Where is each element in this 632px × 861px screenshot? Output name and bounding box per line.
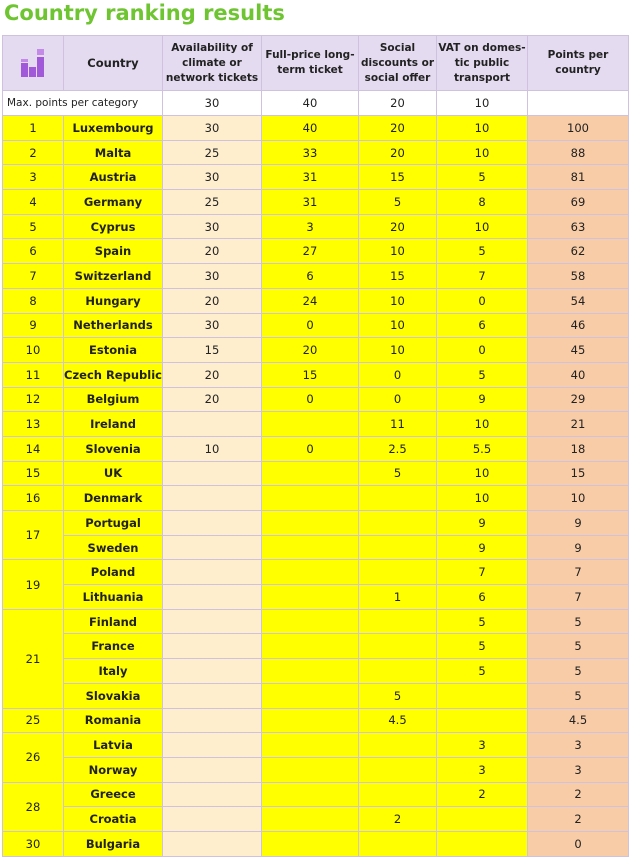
rank-cell: 8 [3,288,64,313]
points-cell: 3 [528,757,629,782]
rank-cell: 30 [3,831,64,856]
full-price-cell: 3 [262,214,359,239]
full-price-cell: 20 [262,338,359,363]
social-cell: 5 [359,683,437,708]
availability-cell: 25 [163,190,262,215]
country-cell: Hungary [64,288,163,313]
points-cell: 54 [528,288,629,313]
availability-cell: 30 [163,214,262,239]
availability-cell: 10 [163,436,262,461]
social-cell: 10 [359,239,437,264]
full-price-cell [262,535,359,560]
social-cell: 10 [359,313,437,338]
vat-cell: 10 [437,116,528,141]
full-price-cell [262,511,359,536]
table-row [3,264,629,289]
country-cell: Finland [64,609,163,634]
rank-cell: 2 [3,140,64,165]
header-vat: VAT on domes-tic public transport [437,36,528,91]
full-price-cell: 6 [262,264,359,289]
social-cell [359,782,437,807]
rank-cell: 14 [3,436,64,461]
max-social: 20 [359,91,437,116]
social-cell: 0 [359,362,437,387]
vat-cell [437,708,528,733]
country-cell: Latvia [64,733,163,758]
full-price-cell: 0 [262,436,359,461]
vat-cell: 5.5 [437,436,528,461]
availability-cell [163,486,262,511]
rank-cell: 10 [3,338,64,363]
country-cell: Denmark [64,486,163,511]
social-cell: 10 [359,338,437,363]
table-row [3,659,629,684]
rank-cell: 19 [3,560,64,609]
table-row [3,609,629,634]
availability-cell [163,831,262,856]
social-cell [359,831,437,856]
table-row [3,214,629,239]
table-row [3,338,629,363]
vat-cell: 10 [437,214,528,239]
table-row [3,560,629,585]
country-cell: Ireland [64,412,163,437]
social-cell: 11 [359,412,437,437]
rank-cell: 4 [3,190,64,215]
vat-cell: 5 [437,609,528,634]
rank-cell: 15 [3,461,64,486]
table-row [3,757,629,782]
availability-cell [163,683,262,708]
country-cell: Malta [64,140,163,165]
availability-cell [163,757,262,782]
header-logo-cell [3,36,64,91]
table-row [3,165,629,190]
table-row [3,140,629,165]
vat-cell: 9 [437,511,528,536]
rank-cell: 25 [3,708,64,733]
rank-cell: 7 [3,264,64,289]
vat-cell: 0 [437,338,528,363]
vat-cell [437,831,528,856]
availability-cell: 15 [163,338,262,363]
points-cell: 100 [528,116,629,141]
table-row [3,116,629,141]
rank-cell: 28 [3,782,64,831]
social-cell: 1 [359,585,437,610]
full-price-cell: 27 [262,239,359,264]
vat-cell: 6 [437,313,528,338]
points-cell: 46 [528,313,629,338]
vat-cell: 10 [437,461,528,486]
full-price-cell [262,683,359,708]
social-cell [359,609,437,634]
table-header-row [3,36,629,91]
points-cell: 9 [528,511,629,536]
max-vat: 10 [437,91,528,116]
rank-cell: 16 [3,486,64,511]
full-price-cell [262,782,359,807]
vat-cell: 0 [437,288,528,313]
max-points-row [3,91,629,116]
availability-cell: 20 [163,239,262,264]
country-cell: Slovakia [64,683,163,708]
country-cell: Belgium [64,387,163,412]
table-row [3,807,629,832]
availability-cell [163,560,262,585]
vat-cell: 5 [437,634,528,659]
max-points-label: Max. points per category [3,91,163,116]
table-row [3,585,629,610]
availability-cell [163,585,262,610]
vat-cell: 5 [437,165,528,190]
table-row [3,535,629,560]
social-cell [359,535,437,560]
rank-cell: 6 [3,239,64,264]
points-cell: 63 [528,214,629,239]
social-cell: 5 [359,461,437,486]
points-cell: 3 [528,733,629,758]
table-row [3,436,629,461]
rank-cell: 17 [3,511,64,560]
country-cell: Portugal [64,511,163,536]
table-row [3,288,629,313]
availability-cell [163,511,262,536]
vat-cell: 8 [437,190,528,215]
country-cell: Slovenia [64,436,163,461]
country-cell: Czech Republic [64,362,163,387]
social-cell [359,511,437,536]
points-cell: 21 [528,412,629,437]
country-cell: Italy [64,659,163,684]
full-price-cell: 0 [262,387,359,412]
country-cell: Poland [64,560,163,585]
full-price-cell: 31 [262,190,359,215]
availability-cell [163,634,262,659]
rank-cell: 11 [3,362,64,387]
social-cell: 20 [359,214,437,239]
country-cell: Germany [64,190,163,215]
rank-cell: 5 [3,214,64,239]
points-cell: 5 [528,634,629,659]
page-title: Country ranking results [4,1,285,25]
social-cell: 20 [359,140,437,165]
header-social: Social discounts or social offer [359,36,437,91]
full-price-cell [262,412,359,437]
table-row [3,461,629,486]
max-full-price: 40 [262,91,359,116]
social-cell: 15 [359,264,437,289]
availability-cell [163,733,262,758]
country-cell: Romania [64,708,163,733]
vat-cell: 3 [437,733,528,758]
availability-cell [163,807,262,832]
rank-cell: 12 [3,387,64,412]
full-price-cell [262,708,359,733]
table-row [3,486,629,511]
full-price-cell [262,831,359,856]
availability-cell [163,609,262,634]
social-cell [359,486,437,511]
availability-cell [163,659,262,684]
points-cell: 88 [528,140,629,165]
availability-cell: 25 [163,140,262,165]
full-price-cell: 15 [262,362,359,387]
points-cell: 7 [528,585,629,610]
vat-cell: 9 [437,535,528,560]
table-row [3,387,629,412]
country-cell: Netherlands [64,313,163,338]
table-row [3,683,629,708]
vat-cell: 3 [437,757,528,782]
points-cell: 62 [528,239,629,264]
table-row [3,511,629,536]
social-cell: 5 [359,190,437,215]
country-cell: Cyprus [64,214,163,239]
country-cell: Lithuania [64,585,163,610]
full-price-cell: 33 [262,140,359,165]
full-price-cell [262,609,359,634]
country-cell: Austria [64,165,163,190]
points-cell: 29 [528,387,629,412]
table-row [3,313,629,338]
social-cell: 15 [359,165,437,190]
vat-cell: 10 [437,486,528,511]
rank-cell: 13 [3,412,64,437]
vat-cell [437,683,528,708]
rank-cell: 21 [3,609,64,708]
points-cell: 18 [528,436,629,461]
ranking-table [2,35,629,857]
full-price-cell [262,634,359,659]
table-row [3,708,629,733]
availability-cell: 30 [163,264,262,289]
rank-cell: 3 [3,165,64,190]
vat-cell: 10 [437,140,528,165]
country-cell: Sweden [64,535,163,560]
social-cell: 2 [359,807,437,832]
points-cell: 5 [528,609,629,634]
availability-cell [163,412,262,437]
table-row [3,190,629,215]
country-cell: Switzerland [64,264,163,289]
vat-cell: 5 [437,362,528,387]
social-cell [359,659,437,684]
vat-cell: 7 [437,560,528,585]
vat-cell: 10 [437,412,528,437]
points-cell: 81 [528,165,629,190]
country-cell: Croatia [64,807,163,832]
full-price-cell: 31 [262,165,359,190]
max-availability: 30 [163,91,262,116]
full-price-cell: 40 [262,116,359,141]
full-price-cell [262,461,359,486]
social-cell: 10 [359,288,437,313]
points-cell: 40 [528,362,629,387]
social-cell [359,757,437,782]
social-cell [359,560,437,585]
country-cell: Estonia [64,338,163,363]
points-cell: 5 [528,659,629,684]
country-cell: Bulgaria [64,831,163,856]
country-cell: Norway [64,757,163,782]
country-cell: Spain [64,239,163,264]
full-price-cell [262,560,359,585]
full-price-cell [262,807,359,832]
points-cell: 15 [528,461,629,486]
full-price-cell [262,659,359,684]
vat-cell: 2 [437,782,528,807]
table-row [3,831,629,856]
availability-cell: 30 [163,165,262,190]
rank-cell: 26 [3,733,64,782]
availability-cell: 20 [163,288,262,313]
availability-cell [163,461,262,486]
table-row [3,733,629,758]
table-row [3,634,629,659]
country-cell: UK [64,461,163,486]
points-cell: 10 [528,486,629,511]
availability-cell [163,782,262,807]
max-points-empty [528,91,629,116]
points-cell: 4.5 [528,708,629,733]
availability-cell [163,535,262,560]
rank-cell: 1 [3,116,64,141]
full-price-cell: 0 [262,313,359,338]
header-full-price: Full-price long-term ticket [262,36,359,91]
points-cell: 58 [528,264,629,289]
vat-cell: 6 [437,585,528,610]
points-cell: 7 [528,560,629,585]
social-cell [359,733,437,758]
points-cell: 0 [528,831,629,856]
points-cell: 9 [528,535,629,560]
vat-cell: 9 [437,387,528,412]
header-country: Country [64,36,163,91]
vat-cell: 5 [437,659,528,684]
table-row [3,782,629,807]
social-cell: 0 [359,387,437,412]
country-cell: Greece [64,782,163,807]
availability-cell: 20 [163,387,262,412]
header-points: Points per country [528,36,629,91]
points-cell: 5 [528,683,629,708]
table-row [3,239,629,264]
vat-cell: 7 [437,264,528,289]
rank-cell: 9 [3,313,64,338]
full-price-cell [262,757,359,782]
social-cell: 2.5 [359,436,437,461]
points-cell: 2 [528,782,629,807]
availability-cell: 20 [163,362,262,387]
table-row [3,362,629,387]
full-price-cell [262,585,359,610]
social-cell [359,634,437,659]
points-cell: 69 [528,190,629,215]
social-cell: 20 [359,116,437,141]
vat-cell [437,807,528,832]
full-price-cell: 24 [262,288,359,313]
social-cell: 4.5 [359,708,437,733]
full-price-cell [262,733,359,758]
points-cell: 45 [528,338,629,363]
country-cell: Luxembourg [64,116,163,141]
points-cell: 2 [528,807,629,832]
availability-cell [163,708,262,733]
table-row [3,412,629,437]
availability-cell: 30 [163,313,262,338]
vat-cell: 5 [437,239,528,264]
availability-cell: 30 [163,116,262,141]
podium-bar-chart-icon [21,49,45,77]
country-cell: France [64,634,163,659]
header-availability: Availability of climate or network tickets [163,36,262,91]
full-price-cell [262,486,359,511]
